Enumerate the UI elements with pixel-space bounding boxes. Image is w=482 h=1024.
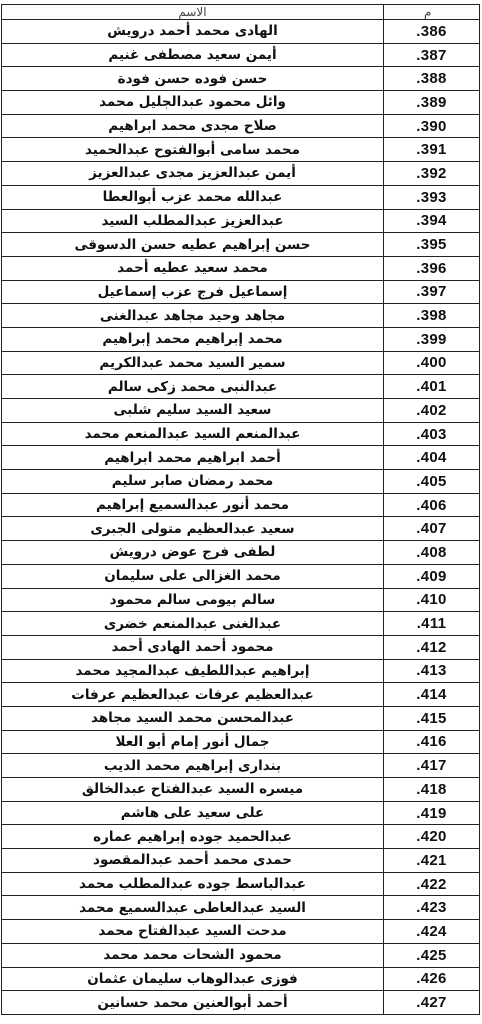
table-row — [2, 778, 480, 802]
table-row — [2, 991, 480, 1015]
serial-number: .395 — [384, 233, 480, 257]
table-row — [2, 43, 480, 67]
serial-number: .388 — [384, 67, 480, 91]
person-name: فوزى عبدالوهاب سليمان عثمان — [2, 967, 384, 991]
table-row — [2, 943, 480, 967]
person-name: محمد رمضان صابر سليم — [2, 470, 384, 494]
person-name: جمال أنور إمام أبو العلا — [2, 730, 384, 754]
serial-number: .409 — [384, 564, 480, 588]
table-row — [2, 967, 480, 991]
table-row — [2, 67, 480, 91]
serial-number: .423 — [384, 896, 480, 920]
table-row — [2, 612, 480, 636]
person-name: سمير السيد محمد عبدالكريم — [2, 351, 384, 375]
person-name: أحمد أبوالعنين محمد حسانين — [2, 991, 384, 1015]
serial-number: .390 — [384, 114, 480, 138]
table-row — [2, 304, 480, 328]
person-name: محمد سامى أبوالفتوح عبدالحميد — [2, 138, 384, 162]
table-row — [2, 564, 480, 588]
table-row — [2, 541, 480, 565]
serial-number: .417 — [384, 754, 480, 778]
table-row — [2, 588, 480, 612]
person-name: محمد الغزالى على سليمان — [2, 564, 384, 588]
serial-number: .396 — [384, 256, 480, 280]
table-row — [2, 920, 480, 944]
table-row — [2, 896, 480, 920]
person-name: عبدالحميد جوده إبراهيم عماره — [2, 825, 384, 849]
person-name: محمود الشحات محمد محمد — [2, 943, 384, 967]
table-row — [2, 209, 480, 233]
person-name: على سعيد على هاشم — [2, 801, 384, 825]
person-name: حسن فوده حسن فودة — [2, 67, 384, 91]
table-row — [2, 683, 480, 707]
person-name: عبدالغنى عبدالمنعم خضرى — [2, 612, 384, 636]
table-row — [2, 327, 480, 351]
person-name: لطفى فرج عوض درويش — [2, 541, 384, 565]
table-row — [2, 470, 480, 494]
serial-number: .424 — [384, 920, 480, 944]
person-name: حسن إبراهيم عطيه حسن الدسوقى — [2, 233, 384, 257]
table-row — [2, 114, 480, 138]
serial-number: .407 — [384, 517, 480, 541]
table-row — [2, 730, 480, 754]
person-name: إبراهيم عبداللطيف عبدالمجيد محمد — [2, 659, 384, 683]
person-name: سالم بيومى سالم محمود — [2, 588, 384, 612]
table-row — [2, 233, 480, 257]
serial-number: .425 — [384, 943, 480, 967]
person-name: إسماعيل فرج عزب إسماعيل — [2, 280, 384, 304]
person-name: وائل محمود عبدالجليل محمد — [2, 91, 384, 115]
table-row — [2, 754, 480, 778]
serial-number: .415 — [384, 706, 480, 730]
table-row — [2, 849, 480, 873]
person-name: عبدالعظيم عرفات عبدالعظيم عرفات — [2, 683, 384, 707]
person-name: عبدالنبى محمد زكى سالم — [2, 375, 384, 399]
serial-number: .400 — [384, 351, 480, 375]
serial-number: .398 — [384, 304, 480, 328]
person-name: مجاهد وحيد مجاهد عبدالغنى — [2, 304, 384, 328]
serial-number: .405 — [384, 470, 480, 494]
person-name: أحمد ابراهيم محمد ابراهيم — [2, 446, 384, 470]
name-column-header: الاسم — [2, 5, 384, 20]
serial-number: .427 — [384, 991, 480, 1015]
serial-number: .386 — [384, 20, 480, 44]
table-row — [2, 493, 480, 517]
person-name: أيمن سعيد مصطفى غنيم — [2, 43, 384, 67]
table-row — [2, 375, 480, 399]
serial-number: .397 — [384, 280, 480, 304]
table-header-row — [2, 5, 480, 20]
serial-number: .420 — [384, 825, 480, 849]
serial-number: .394 — [384, 209, 480, 233]
table-row — [2, 351, 480, 375]
table-row — [2, 138, 480, 162]
table-row — [2, 20, 480, 44]
serial-number: .401 — [384, 375, 480, 399]
serial-number: .392 — [384, 162, 480, 186]
serial-number: .391 — [384, 138, 480, 162]
number-column-header: م — [384, 5, 480, 20]
table-row — [2, 91, 480, 115]
person-name: محمد إبراهيم محمد إبراهيم — [2, 327, 384, 351]
serial-number: .412 — [384, 635, 480, 659]
person-name: السيد عبدالعاطى عبدالسميع محمد — [2, 896, 384, 920]
table-body — [2, 20, 480, 1015]
person-name: محمد أنور عبدالسميع إبراهيم — [2, 493, 384, 517]
person-name: عبدالباسط جوده عبدالمطلب محمد — [2, 872, 384, 896]
table-row — [2, 517, 480, 541]
serial-number: .414 — [384, 683, 480, 707]
person-name: محمود أحمد الهادى أحمد — [2, 635, 384, 659]
serial-number: .410 — [384, 588, 480, 612]
serial-number: .419 — [384, 801, 480, 825]
serial-number: .418 — [384, 778, 480, 802]
person-name: عبدالمحسن محمد السيد مجاهد — [2, 706, 384, 730]
person-name: صلاح مجدى محمد ابراهيم — [2, 114, 384, 138]
serial-number: .421 — [384, 849, 480, 873]
person-name: عبدالله محمد عزب أبوالعطا — [2, 185, 384, 209]
serial-number: .399 — [384, 327, 480, 351]
names-table — [1, 4, 480, 1015]
person-name: بندارى إبراهيم محمد الديب — [2, 754, 384, 778]
table-row — [2, 280, 480, 304]
table-row — [2, 256, 480, 280]
serial-number: .402 — [384, 399, 480, 423]
person-name: عبدالمنعم السيد عبدالمنعم محمد — [2, 422, 384, 446]
table-row — [2, 706, 480, 730]
person-name: محمد سعيد عطيه أحمد — [2, 256, 384, 280]
serial-number: .404 — [384, 446, 480, 470]
serial-number: .416 — [384, 730, 480, 754]
person-name: عبدالعزيز عبدالمطلب السيد — [2, 209, 384, 233]
person-name: سعيد عبدالعظيم متولى الجبرى — [2, 517, 384, 541]
serial-number: .403 — [384, 422, 480, 446]
table-row — [2, 659, 480, 683]
table-row — [2, 825, 480, 849]
serial-number: .406 — [384, 493, 480, 517]
table-row — [2, 399, 480, 423]
person-name: حمدى محمد أحمد عبدالمقصود — [2, 849, 384, 873]
table-row — [2, 801, 480, 825]
serial-number: .426 — [384, 967, 480, 991]
table-row — [2, 446, 480, 470]
serial-number: .422 — [384, 872, 480, 896]
person-name: أيمن عبدالعزيز مجدى عبدالعزيز — [2, 162, 384, 186]
person-name: سعيد السيد سليم شلبى — [2, 399, 384, 423]
serial-number: .393 — [384, 185, 480, 209]
serial-number: .389 — [384, 91, 480, 115]
table-row — [2, 635, 480, 659]
serial-number: .408 — [384, 541, 480, 565]
person-name: الهادى محمد أحمد درويش — [2, 20, 384, 44]
serial-number: .387 — [384, 43, 480, 67]
table-row — [2, 185, 480, 209]
person-name: ميسره السيد عبدالفتاح عبدالخالق — [2, 778, 384, 802]
person-name: مدحت السيد عبدالفتاح محمد — [2, 920, 384, 944]
table-row — [2, 162, 480, 186]
serial-number: .413 — [384, 659, 480, 683]
table-row — [2, 872, 480, 896]
serial-number: .411 — [384, 612, 480, 636]
table-row — [2, 422, 480, 446]
